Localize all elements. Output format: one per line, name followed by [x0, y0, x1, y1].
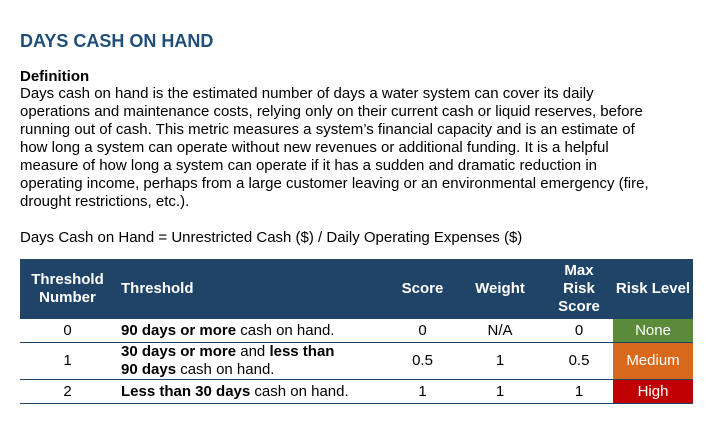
header-threshold-number: Threshold Number: [20, 259, 115, 319]
cell-risk-level: High: [613, 380, 693, 404]
threshold-bold-text: 30 days or more: [121, 343, 237, 360]
cell-threshold: [115, 319, 390, 343]
cell-threshold-number: 0: [20, 319, 115, 343]
cell-risk-level: None: [613, 319, 693, 343]
header-risk-level: Risk Level: [613, 259, 693, 319]
header-score: Score: [390, 259, 455, 319]
threshold-bold-text: less than: [269, 343, 335, 360]
table-row: [20, 380, 693, 404]
scoring-table: [20, 259, 693, 404]
formula-text: Days Cash on Hand = Unrestricted Cash ($) / Daily Operating Expenses ($): [20, 229, 523, 246]
threshold-text: cash on hand.: [176, 361, 275, 378]
threshold-text: cash on hand.: [250, 382, 349, 400]
cell-weight: 1: [455, 343, 545, 380]
cell-threshold-number: 1: [20, 343, 115, 380]
threshold-bold-text: Less than 30 days: [121, 382, 251, 400]
definition-body: Days cash on hand is the estimated number of days a water system can cover its daily operations and maintenance costs, relying only on their current cash or liquid reserves, before running out of cash. This metric measures a system’s financial capacity and is an estimate of how long a system can operate without new revenues or additional funding. It is a helpful measure of how long a system can operate if it has a sudden and dramatic reduction in operating income, perhaps from a large customer leaving or an environmental emergency (fire, drought restrictions, etc.).: [20, 85, 649, 210]
threshold-bold-text: 90 days: [121, 361, 177, 378]
cell-threshold: [115, 380, 390, 404]
definition-heading: Definition: [20, 68, 90, 85]
cell-max-risk-score: 0.5: [545, 343, 613, 380]
threshold-text: cash on hand.: [236, 321, 335, 339]
cell-threshold-number: 2: [20, 380, 115, 404]
cell-max-risk-score: 0: [545, 319, 613, 343]
threshold-text: and: [236, 343, 270, 360]
cell-max-risk-score: 1: [545, 380, 613, 404]
cell-weight: 1: [455, 380, 545, 404]
cell-weight: N/A: [455, 319, 545, 343]
table-row: [20, 343, 693, 380]
cell-threshold: [115, 343, 390, 380]
threshold-bold-text: 90 days or more: [121, 321, 237, 339]
table-row: [20, 319, 693, 343]
cell-score: 0.5: [390, 343, 455, 380]
cell-score: 0: [390, 319, 455, 343]
page-title: DAYS CASH ON HAND: [20, 31, 214, 51]
table-header-row: [20, 259, 693, 319]
header-weight: Weight: [455, 259, 545, 319]
header-threshold: Threshold: [115, 259, 390, 319]
header-max-risk-score: Max Risk Score: [545, 259, 613, 319]
cell-score: 1: [390, 380, 455, 404]
cell-risk-level: Medium: [613, 343, 693, 380]
